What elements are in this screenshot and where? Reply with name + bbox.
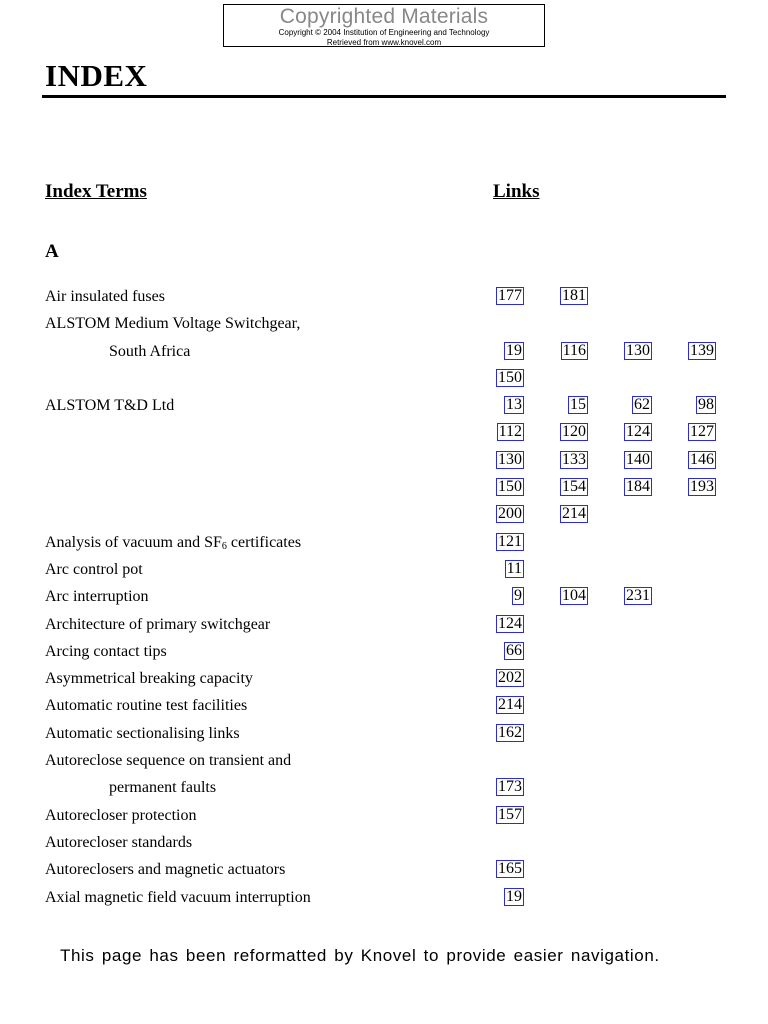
page-link[interactable]: 214: [498, 696, 522, 714]
page-link[interactable]: 165: [498, 860, 522, 878]
page-link[interactable]: 15: [570, 396, 586, 414]
index-term: Axial magnetic field vacuum interruption: [45, 888, 311, 906]
page-link[interactable]: 19: [506, 887, 522, 905]
index-row: [0, 885, 768, 912]
page-link[interactable]: 9: [514, 587, 522, 605]
footer-note: This page has been reformatted by Knovel to provide easier navigation.: [60, 946, 660, 965]
index-row: [0, 584, 768, 611]
page-link[interactable]: 202: [498, 669, 522, 687]
index-row: [0, 721, 768, 748]
index-row: [0, 393, 768, 420]
page-link[interactable]: 62: [634, 396, 650, 414]
copyright-source: Retrieved from www.knovel.com: [326, 38, 442, 47]
index-row: [0, 693, 768, 720]
title-divider: [42, 95, 726, 98]
page-link[interactable]: 112: [498, 423, 522, 441]
index-term: Autorecloser standards: [45, 833, 193, 851]
index-row: [0, 502, 768, 529]
page-link[interactable]: 154: [562, 478, 586, 496]
index-term: Asymmetrical breaking capacity: [45, 670, 253, 688]
index-row: [0, 284, 768, 311]
page-link[interactable]: 140: [626, 450, 650, 468]
copyright-banner: [223, 4, 545, 47]
index-term: Autoreclose sequence on transient and: [45, 752, 292, 770]
index-row: [0, 639, 768, 666]
copyright-title: Copyrighted Materials: [279, 5, 489, 28]
index-term: Automatic routine test facilities: [45, 697, 248, 715]
index-term: ALSTOM T&D Ltd: [45, 397, 175, 415]
index-row: [0, 748, 768, 775]
index-row: [0, 803, 768, 830]
page-link[interactable]: 173: [498, 778, 522, 796]
page-link[interactable]: 150: [498, 478, 522, 496]
index-row: [0, 830, 768, 857]
index-row: [0, 666, 768, 693]
page-link[interactable]: 13: [506, 396, 522, 414]
page-link[interactable]: 116: [562, 341, 586, 359]
page-link[interactable]: 19: [506, 341, 522, 359]
page-link[interactable]: 127: [690, 423, 714, 441]
index-term: Arc interruption: [45, 588, 149, 606]
page-link[interactable]: 231: [626, 587, 650, 605]
index-row: [0, 775, 768, 802]
index-entries: [0, 284, 768, 912]
index-terms-header: Index Terms: [45, 181, 147, 202]
index-term: Automatic sectionalising links: [45, 724, 240, 742]
copyright-line: Copyright © 2004 Institution of Engineering and Technology: [278, 28, 490, 37]
index-row: [0, 448, 768, 475]
page-link[interactable]: 193: [690, 478, 714, 496]
page-link[interactable]: 120: [562, 423, 586, 441]
page-link[interactable]: 200: [498, 505, 522, 523]
index-term: Autoreclosers and magnetic actuators: [45, 861, 286, 879]
page-link[interactable]: 11: [506, 559, 522, 577]
page-link[interactable]: 98: [698, 396, 714, 414]
page-link[interactable]: 181: [562, 287, 586, 304]
page-link[interactable]: 157: [498, 805, 522, 823]
index-term: Autorecloser protection: [45, 806, 197, 824]
page-link[interactable]: 121: [498, 532, 522, 550]
page-link[interactable]: 146: [690, 450, 714, 468]
index-term: South Africa: [109, 342, 191, 360]
index-row: [0, 475, 768, 502]
page-link[interactable]: 104: [562, 587, 586, 605]
page-link[interactable]: 124: [498, 614, 522, 632]
index-row: [0, 557, 768, 584]
index-term: Arc control pot: [45, 560, 143, 578]
page-link[interactable]: 214: [562, 505, 586, 523]
index-row: [0, 366, 768, 393]
page-link[interactable]: 133: [562, 450, 586, 468]
index-term: Analysis of vacuum and $SF_6$ certificates: [45, 533, 302, 552]
index-row: [0, 420, 768, 447]
index-row: [0, 339, 768, 366]
page-link[interactable]: 66: [506, 641, 522, 659]
page-link[interactable]: 130: [626, 341, 650, 359]
index-row: [0, 612, 768, 639]
page-link[interactable]: 177: [498, 287, 522, 304]
page-link[interactable]: 184: [626, 478, 650, 496]
index-term: permanent faults: [109, 779, 217, 797]
index-row: [0, 311, 768, 338]
links-header: Links: [493, 181, 540, 202]
page-link[interactable]: 150: [498, 368, 522, 386]
index-term: ALSTOM Medium Voltage Switchgear,: [45, 315, 301, 333]
page-link[interactable]: 162: [498, 723, 522, 741]
section-letter: A: [45, 241, 59, 262]
index-row: [0, 530, 768, 557]
page-link[interactable]: 130: [498, 450, 522, 468]
page-title: INDEX: [45, 58, 148, 93]
index-term: Architecture of primary switchgear: [45, 615, 271, 633]
page-link[interactable]: 124: [626, 423, 650, 441]
page-link[interactable]: 139: [690, 341, 714, 359]
index-term: Arcing contact tips: [45, 642, 167, 660]
index-term: Air insulated fuses: [45, 288, 165, 305]
index-row: [0, 857, 768, 884]
